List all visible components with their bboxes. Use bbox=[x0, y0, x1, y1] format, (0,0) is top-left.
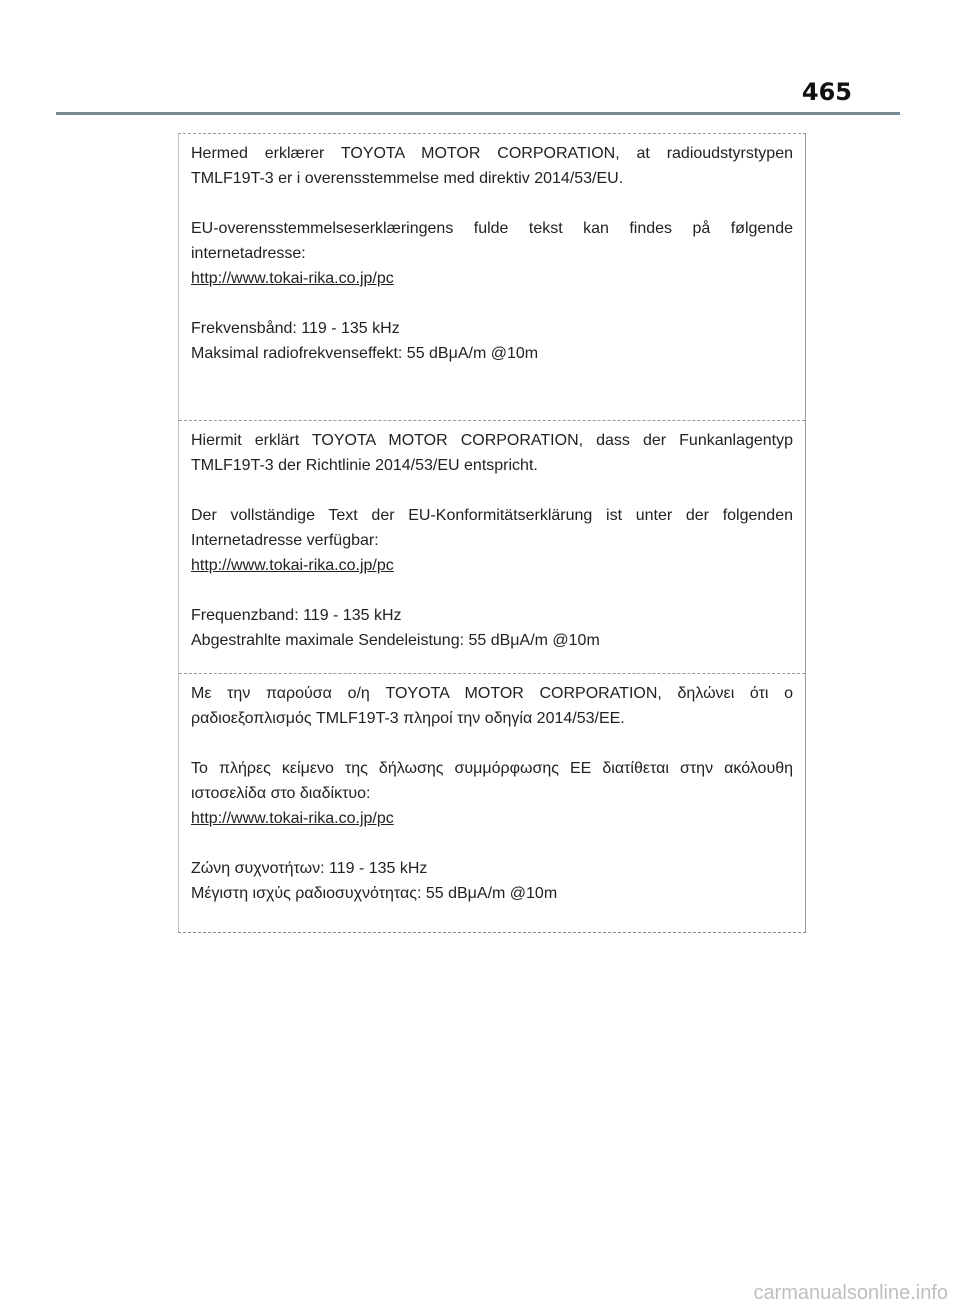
frequency-band-text: Ζώνη συχνοτήτων: 119 - 135 kHz bbox=[191, 860, 428, 877]
page-number: 465 bbox=[801, 78, 852, 106]
availability-text: Der vollständige Text der EU-Konformitätserklärung ist unter der folgenden Internetadresse verfügbar: bbox=[191, 507, 793, 549]
spacer bbox=[191, 578, 793, 603]
declaration-box bbox=[178, 133, 806, 933]
spacer bbox=[191, 291, 793, 316]
max-power-text: Μέγιστη ισχύς ραδιοσυχνότητας: 55 dBμA/m @10m bbox=[191, 885, 558, 902]
spacer bbox=[191, 478, 793, 503]
max-power-text: Maksimal radiofrekvenseffekt: 55 dBμA/m @10m bbox=[191, 345, 539, 362]
declaration-url-link[interactable]: http://www.tokai-rika.co.jp/pc bbox=[191, 557, 394, 574]
declaration-text: Με την παρούσα ο/η TOYOTA MOTOR CORPORATION, δηλώνει ότι ο ραδιοεξοπλισμός TMLF19T-3 πληροί την οδηγία 2014/53/ΕΕ. bbox=[191, 685, 793, 727]
section-danish bbox=[179, 134, 805, 420]
max-power-text: Abgestrahlte maximale Sendeleistung: 55 dBμA/m @10m bbox=[191, 632, 600, 649]
declaration-url-link[interactable]: http://www.tokai-rika.co.jp/pc bbox=[191, 270, 394, 287]
frequency-band-text: Frekvensbånd: 119 - 135 kHz bbox=[191, 320, 400, 337]
section-greek bbox=[179, 673, 805, 932]
section-german bbox=[179, 420, 805, 673]
availability-text: Το πλήρες κείμενο της δήλωσης συμμόρφωσης ΕΕ διατίθεται στην ακόλουθη ιστοσελίδα στο διαδίκτυο: bbox=[191, 760, 793, 802]
spacer bbox=[191, 731, 793, 756]
spacer bbox=[191, 191, 793, 216]
watermark: carmanualsonline.info bbox=[753, 1282, 948, 1304]
spacer bbox=[191, 831, 793, 856]
header-rule bbox=[56, 112, 900, 115]
declaration-url-link[interactable]: http://www.tokai-rika.co.jp/pc bbox=[191, 810, 394, 827]
availability-text: EU-overensstemmelseserklæringens fulde tekst kan findes på følgende internetadresse: bbox=[191, 220, 793, 262]
frequency-band-text: Frequenzband: 119 - 135 kHz bbox=[191, 607, 402, 624]
declaration-text: Hermed erklærer TOYOTA MOTOR CORPORATION, at radioudstyrstypen TMLF19T-3 er i overensstemmelse med direktiv 2014/53/EU. bbox=[191, 145, 793, 187]
declaration-text: Hiermit erklärt TOYOTA MOTOR CORPORATION, dass der Funkanlagentyp TMLF19T-3 der Richtlinie 2014/53/EU entspricht. bbox=[191, 432, 793, 474]
